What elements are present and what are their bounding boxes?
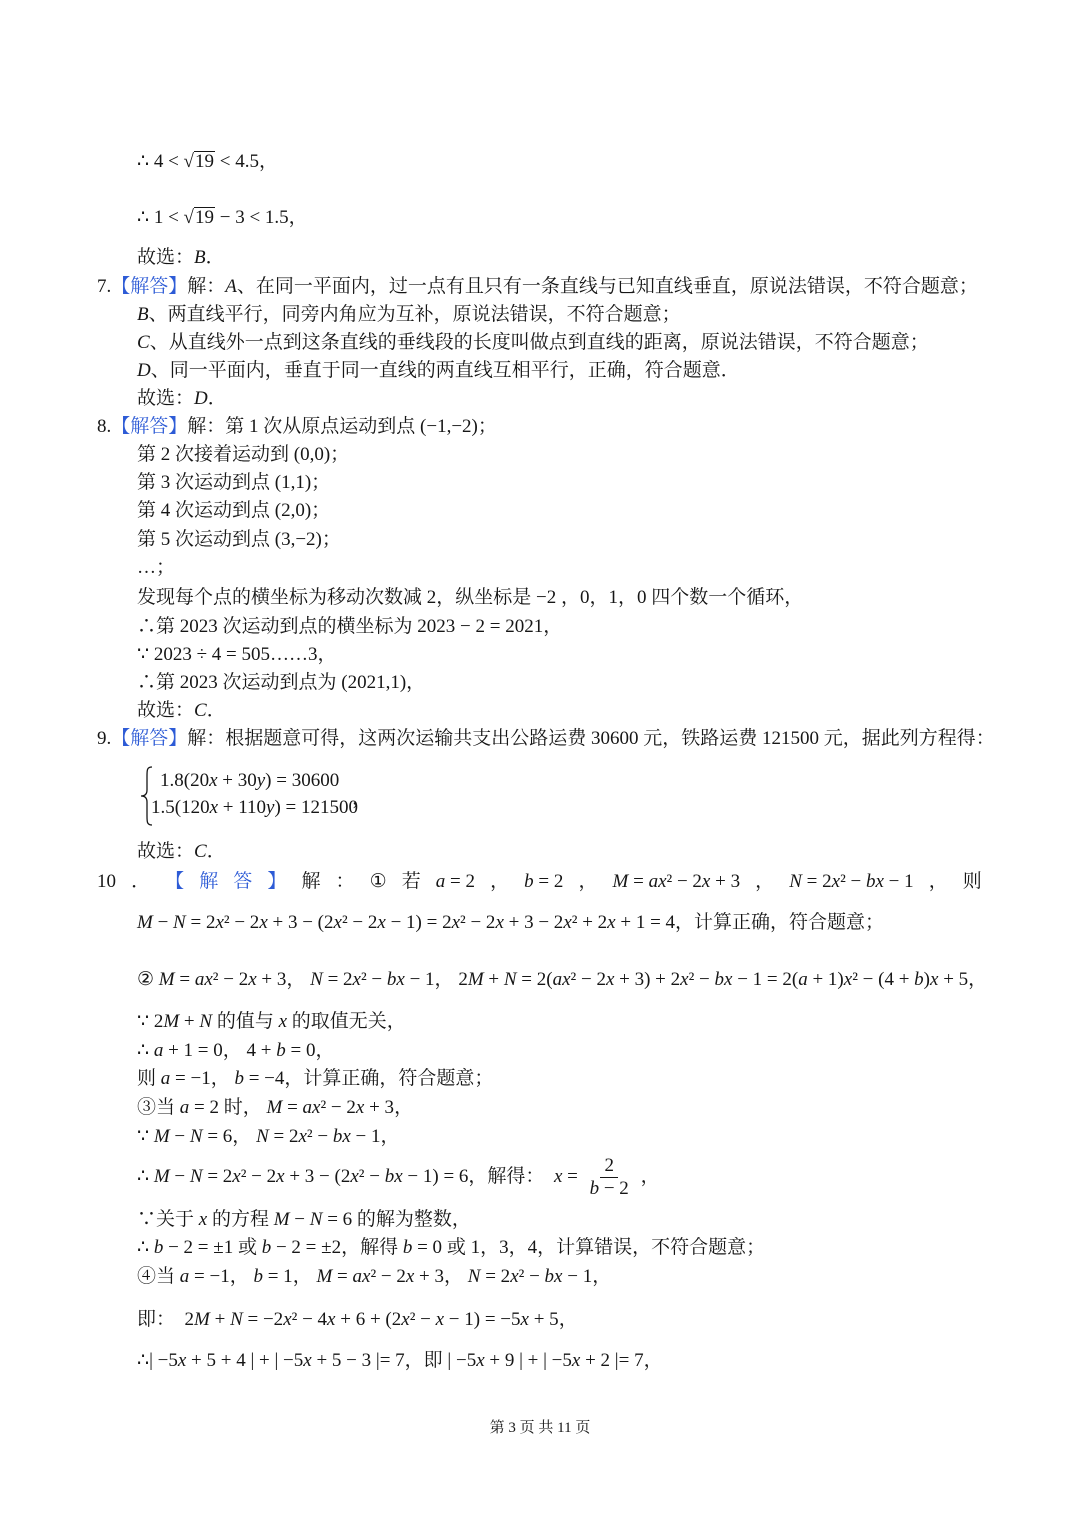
q7-line-1	[97, 275, 978, 299]
math-variable: N	[189, 1126, 203, 1147]
math-variable: M	[137, 912, 153, 933]
math-variable: C	[194, 841, 207, 862]
math-variable: a	[352, 1266, 362, 1287]
math-variable: N	[310, 969, 323, 990]
math-variable: x	[352, 969, 361, 990]
q8-choice	[137, 699, 226, 723]
text-run: ，计算正确，符合题意；	[284, 1068, 494, 1089]
math-expression: − 3 < 1.5，	[214, 207, 308, 228]
text-run: …；	[137, 557, 176, 578]
text-run: ，	[543, 616, 563, 637]
text-run: ，	[434, 969, 459, 990]
math-expression	[194, 841, 207, 862]
math-expression: | −5x + 9 | + | −5x + 2 |= 7	[447, 1350, 644, 1371]
text-run: 、两直线平行，同旁内角应为互补，原说法错误，不符合题意；	[148, 304, 681, 325]
math-variable: b	[261, 1237, 272, 1258]
math-expression: (1,1)	[274, 472, 312, 493]
math-variable: M	[163, 1011, 180, 1032]
text-run: 故选：	[137, 247, 195, 268]
math-variable: x	[476, 1350, 485, 1371]
math-expression	[199, 1209, 207, 1230]
math-variable: N	[789, 871, 802, 892]
q7-line-2	[137, 303, 681, 327]
text-run: 解：第 1 次从原点运动到点	[187, 416, 421, 437]
text-run: ∵关于	[137, 1209, 199, 1230]
text-run: ；	[311, 500, 331, 521]
q8-line-1	[97, 415, 497, 439]
answer-tag: 【解答】	[111, 276, 188, 297]
fraction	[586, 1155, 633, 1200]
text-run: ．	[207, 388, 227, 409]
text-run: 、在同一平面内，过一点有且只有一条直线与已知直线垂直，原说法错误，不符合题意；	[236, 276, 978, 297]
answer-tag: 【解答】	[111, 416, 188, 437]
q10-line-8	[137, 1125, 400, 1149]
radicand: 19	[194, 151, 214, 172]
text-run: 或 1，3，4，计算错误，不符合题意；	[442, 1237, 766, 1258]
math-variable: M	[153, 1165, 170, 1187]
text-run: ，	[635, 1165, 660, 1187]
q8-line-5	[137, 528, 341, 552]
math-expression: b − 2 = ±2	[261, 1237, 342, 1258]
text-run: 则	[137, 1068, 161, 1089]
math-expression: b = 0	[402, 1237, 443, 1258]
text-run: 或	[233, 1237, 262, 1258]
math-variable: x	[724, 969, 733, 990]
text-run: 时，	[218, 1097, 267, 1118]
math-expression: 2M + N = 2(ax² − 2x + 3) + 2x² − bx − 1 = 2(a + 1)x² − (4 + b)x + 5	[458, 969, 969, 990]
text-run: ②	[137, 969, 159, 990]
text-run: 解	[301, 871, 321, 892]
math-variable: a	[153, 1040, 164, 1061]
text-run: ，即	[404, 1350, 448, 1371]
math-variable: x	[562, 969, 571, 990]
math-variable: x	[401, 1309, 410, 1330]
text-run: 第 4 次运动到点	[137, 500, 275, 521]
math-variable: b	[384, 1165, 395, 1187]
q8-line-6	[137, 556, 175, 580]
text-run: 则	[962, 871, 982, 892]
math-variable: N	[199, 1011, 213, 1032]
math-expression	[137, 360, 151, 381]
text-run: 发现每个点的横坐标为移动次数减 2，纵坐标是 −2 ，0，1，0 四个数一个循环，	[137, 587, 804, 608]
math-variable: x	[831, 871, 841, 892]
text-run: 8.	[97, 416, 112, 437]
text-run: ．	[206, 841, 226, 862]
q8-line-3	[137, 471, 330, 495]
text-run: 若	[401, 871, 421, 892]
math-expression: N = 2x² − bx − 1	[256, 1126, 381, 1147]
text-run: ，	[232, 1126, 257, 1147]
math-variable: x	[377, 912, 386, 933]
math-variable: x	[520, 1309, 529, 1330]
math-variable: x	[298, 1126, 307, 1147]
math-expression: ∴ M − N = 2x² − 2x + 3 − (2x² − bx − 1) = 6	[137, 1165, 469, 1187]
math-variable: x	[451, 912, 461, 933]
math-expression: 2M + N = −2x² − 4x + 6 + (2x² − x − 1) = −5x + 5	[184, 1309, 559, 1330]
text-run: ；	[330, 444, 350, 465]
math-expression: (2,0)	[274, 500, 312, 521]
math-variable: M	[194, 1309, 210, 1330]
radicand: 19	[194, 207, 214, 228]
math-variable: x	[571, 1350, 581, 1371]
math-variable: b	[332, 1126, 343, 1147]
math-variable: x	[350, 1165, 359, 1187]
math-expression: ∴ a + 1 = 0	[137, 1040, 223, 1061]
math-variable: b	[914, 969, 924, 990]
q8-line-4	[137, 499, 330, 523]
text-run: 7.	[97, 276, 112, 297]
q10-line-7	[137, 1096, 413, 1120]
math-expression	[194, 700, 207, 721]
math-variable: M	[467, 969, 484, 990]
text-run: ；	[311, 472, 331, 493]
text-run: 故选：	[137, 841, 195, 862]
math-variable: x	[248, 969, 257, 990]
q10-line-11	[137, 1236, 765, 1260]
text-run: ③当	[137, 1097, 180, 1118]
q10-line-10	[137, 1208, 471, 1232]
math-expression: M = ax² − 2x + 3	[612, 871, 741, 892]
math-expression: M = ax² − 2x + 3	[266, 1097, 395, 1118]
math-variable: N	[309, 1209, 323, 1230]
math-expression: a = 2	[179, 1097, 219, 1118]
q10-line-9	[137, 1155, 660, 1200]
math-expression: (3,−2)	[274, 529, 322, 550]
math-variable: x	[312, 1097, 321, 1118]
math-variable: a	[160, 1068, 171, 1089]
math-variable: a	[648, 871, 659, 892]
math-variable: x	[394, 1165, 403, 1187]
math-variable: M	[158, 969, 175, 990]
math-expression: x =	[553, 1165, 583, 1187]
math-variable: x	[405, 1266, 415, 1287]
text-run: ，解得	[341, 1237, 403, 1258]
math-variable: N	[230, 1309, 243, 1330]
math-variable: x	[342, 1126, 351, 1147]
q10-line-4	[137, 1010, 406, 1034]
text-run: 的解为整数，	[352, 1209, 471, 1230]
equation-row-1: 1.8(20x + 30y) = 30600	[160, 770, 340, 791]
math-variable: a	[435, 871, 446, 892]
math-expression: N = 2x² − bx − 1	[467, 1266, 593, 1287]
math-expression: b = 2	[524, 871, 564, 892]
fraction-denominator: b − 2	[589, 1178, 629, 1199]
text-run: ，	[490, 871, 510, 892]
q10-line-14	[137, 1349, 663, 1373]
math-variable: x	[553, 1165, 563, 1187]
text-run: ④当	[137, 1266, 180, 1287]
q8-line-8	[137, 615, 562, 639]
equation-system-end: ，	[352, 788, 372, 809]
math-variable: b	[589, 1178, 600, 1199]
math-variable: C	[137, 332, 150, 353]
text-run: 的值与	[212, 1011, 279, 1032]
math-variable: x	[680, 969, 689, 990]
text-run: ：	[335, 871, 355, 892]
math-expression: (−1,−2)	[420, 416, 478, 437]
text-run: ．	[205, 247, 225, 268]
math-variable: x	[215, 912, 224, 933]
text-run: ，	[292, 1266, 317, 1287]
q8-line-2	[137, 443, 349, 467]
math-variable: D	[194, 388, 208, 409]
q6-line-1	[137, 150, 278, 174]
text-run: 、同一平面内，垂直于同一直线的两直线互相平行，正确，符合题意．	[150, 360, 740, 381]
text-run: ∴第 2023 次运动到点的横坐标为	[137, 616, 418, 637]
math-variable: x	[327, 1309, 336, 1330]
text-run: 即：	[137, 1309, 185, 1330]
math-variable: x	[843, 969, 853, 990]
q10-line-2	[137, 911, 884, 935]
math-variable: a	[302, 1097, 313, 1118]
math-variable: x	[362, 1266, 371, 1287]
math-variable: x	[303, 1350, 312, 1371]
q7-choice	[137, 387, 227, 411]
text-run: 故选：	[137, 700, 195, 721]
math-variable: x	[607, 912, 616, 933]
text-run: ∴第 2023 次运动到点为	[137, 672, 342, 693]
q6-choice	[137, 246, 225, 270]
math-variable: a	[552, 969, 563, 990]
q8-line-7	[137, 586, 803, 610]
q7-line-3	[137, 331, 929, 355]
text-run: ，解得：	[468, 1165, 554, 1187]
text-run: ，	[578, 871, 598, 892]
math-variable: M	[266, 1097, 283, 1118]
math-variable: x	[701, 871, 711, 892]
q8-line-9	[137, 643, 337, 667]
math-variable: N	[256, 1126, 269, 1147]
text-run: ，	[592, 1266, 612, 1287]
text-run: ，	[558, 1309, 578, 1330]
math-expression: a = −1	[179, 1266, 230, 1287]
math-variable: x	[658, 871, 667, 892]
math-variable: a	[194, 969, 205, 990]
q9-line-1	[97, 727, 995, 751]
text-run: ，	[315, 1040, 335, 1061]
math-expression: a = 2	[435, 871, 476, 892]
math-expression	[137, 304, 149, 325]
math-variable: D	[137, 360, 151, 381]
math-expression: b = −4	[234, 1068, 285, 1089]
math-variable: N	[189, 1165, 203, 1187]
text-run: 故选：	[137, 388, 195, 409]
math-variable: y	[266, 797, 275, 818]
text-run: 的取值无关，	[287, 1011, 406, 1032]
q10-line-6	[137, 1067, 493, 1091]
math-variable: b	[153, 1237, 164, 1258]
math-variable: M	[153, 1126, 170, 1147]
text-run: ，计算正确，符合题意；	[675, 912, 885, 933]
answer-tag: 】	[267, 871, 287, 892]
text-run: 9.	[97, 728, 112, 749]
math-variable: x	[396, 969, 405, 990]
text-run: ，	[286, 969, 311, 990]
text-run: ．	[206, 700, 226, 721]
text-run: 第 3 次运动到点	[137, 472, 275, 493]
math-variable: N	[503, 969, 517, 990]
math-variable: x	[930, 969, 939, 990]
math-variable: x	[198, 1209, 208, 1230]
text-run: 10	[97, 871, 116, 892]
math-expression: 2M + N	[153, 1011, 213, 1032]
answer-tag: 【解答】	[111, 728, 188, 749]
math-variable: a	[179, 1266, 190, 1287]
math-expression: M = ax² − 2x + 3	[158, 969, 287, 990]
text-run: ，	[394, 1097, 414, 1118]
math-variable: x	[209, 797, 219, 818]
math-variable: x	[283, 1309, 292, 1330]
math-variable: b	[386, 969, 397, 990]
text-run: ①	[369, 871, 387, 892]
answer-tag: 答	[233, 871, 253, 892]
math-variable: x	[209, 770, 218, 791]
text-run: 的方程	[207, 1209, 274, 1230]
math-expression	[194, 247, 206, 268]
text-run: ，	[643, 1350, 663, 1371]
math-variable: b	[402, 1237, 413, 1258]
math-expression: a = −1	[160, 1068, 211, 1089]
page-number: 第 3 页 共 11 页	[489, 1420, 591, 1436]
text-run: ∵	[137, 644, 154, 665]
math-variable: x	[355, 1097, 365, 1118]
text-run: ．	[131, 871, 151, 892]
text-run: ，	[380, 1126, 400, 1147]
math-variable: a	[179, 1097, 190, 1118]
q8-line-10	[137, 671, 425, 695]
math-variable: b	[524, 871, 534, 892]
math-expression: 2023 ÷ 4 = 505……3	[153, 644, 318, 665]
math-variable: x	[495, 912, 504, 933]
answer-tag: 解	[199, 871, 219, 892]
text-run: ，	[444, 1266, 468, 1287]
q10-line-13	[137, 1308, 578, 1332]
math-variable: N	[467, 1266, 481, 1287]
text-run: ，	[755, 871, 775, 892]
math-variable: x	[435, 1309, 445, 1330]
math-variable: x	[875, 871, 884, 892]
math-expression: (2021,1)	[341, 672, 407, 693]
text-run: 解：根据题意可得，这两次运输共支出公路运费 30600 元，铁路运费 121500 元，据此列方程得：	[187, 728, 995, 749]
math-variable: x	[563, 912, 572, 933]
math-variable: x	[278, 1011, 288, 1032]
math-expression: ∴ 4 < √	[137, 151, 194, 172]
math-variable: x	[177, 1350, 187, 1371]
math-expression	[194, 388, 208, 409]
text-run: 解：	[187, 276, 226, 297]
math-expression: ∴ 1 < √	[137, 207, 194, 228]
math-variable: x	[554, 1266, 563, 1287]
q10-line-3	[137, 968, 987, 992]
math-variable: x	[204, 969, 213, 990]
math-expression: 2023 − 2 = 2021	[417, 616, 544, 637]
math-variable: N	[173, 912, 186, 933]
math-expression: < 4.5，	[214, 151, 278, 172]
math-variable: x	[276, 1165, 285, 1187]
math-variable: x	[333, 912, 342, 933]
math-variable: y	[256, 770, 266, 791]
math-expression: M = ax² − 2x + 3	[316, 1266, 445, 1287]
q10-line-12	[137, 1265, 611, 1289]
math-variable: b	[714, 969, 725, 990]
math-expression: N = 2x² − bx − 1	[310, 969, 435, 990]
math-variable: x	[232, 1165, 241, 1187]
text-run: 第 5 次运动到点	[137, 529, 275, 550]
math-expression: 4 + b = 0	[246, 1040, 316, 1061]
text-run: ；	[321, 529, 341, 550]
math-variable: b	[234, 1068, 244, 1089]
equation-row-2: 1.5(120x + 110y) = 121500	[151, 797, 359, 818]
math-expression: (0,0)	[293, 444, 331, 465]
text-run: ，	[317, 644, 337, 665]
q10-line-5	[137, 1039, 335, 1063]
math-expression: ∴ b − 2 = ±1	[137, 1237, 234, 1258]
math-variable: b	[276, 1040, 286, 1061]
text-run: ，	[222, 1040, 247, 1061]
math-variable: M	[612, 871, 629, 892]
math-variable: a	[798, 969, 808, 990]
math-variable: M	[316, 1266, 333, 1287]
math-variable: C	[194, 700, 207, 721]
math-expression	[279, 1011, 287, 1032]
math-expression: N = 2x² − bx − 1	[789, 871, 914, 892]
math-variable: A	[225, 276, 237, 297]
math-expression: M − N = 2x² − 2x + 3 − (2x² − 2x − 1) = 2x² − 2x + 3 − 2x² + 2x + 1 = 4	[137, 912, 676, 933]
fraction-numerator: 2	[600, 1155, 618, 1178]
answer-tag: 【	[165, 871, 185, 892]
text-run: ，	[928, 871, 948, 892]
math-variable: x	[605, 969, 615, 990]
text-run: ，	[229, 1266, 254, 1287]
math-variable: b	[544, 1266, 555, 1287]
math-variable: B	[194, 247, 206, 268]
q6-line-2	[137, 206, 308, 230]
math-expression	[225, 276, 237, 297]
math-variable: x	[510, 1266, 519, 1287]
q10-line-1	[97, 870, 982, 894]
math-variable: x	[259, 912, 268, 933]
text-run: ；	[477, 416, 497, 437]
math-variable: B	[137, 304, 149, 325]
math-expression: b = 1	[253, 1266, 293, 1287]
text-run: 、从直线外一点到这条直线的垂线段的长度叫做点到直线的距离，原说法错误，不符合题意；	[149, 332, 929, 353]
q9-choice	[137, 840, 226, 864]
math-expression: ∵ M − N = 6	[137, 1126, 233, 1147]
math-variable: b	[253, 1266, 263, 1287]
q7-line-4	[137, 359, 740, 383]
text-run: ，	[968, 969, 988, 990]
math-variable: M	[273, 1209, 290, 1230]
math-expression	[137, 332, 150, 353]
text-run: 第 2 次接着运动到	[137, 444, 294, 465]
math-variable: b	[865, 871, 876, 892]
math-expression: M − N = 6	[273, 1209, 353, 1230]
text-run: ∵	[137, 1011, 154, 1032]
math-expression: ∴| −5x + 5 + 4 | + | −5x + 5 − 3 |= 7	[137, 1350, 405, 1371]
text-run: ，	[406, 672, 426, 693]
text-run: ，	[210, 1068, 235, 1089]
